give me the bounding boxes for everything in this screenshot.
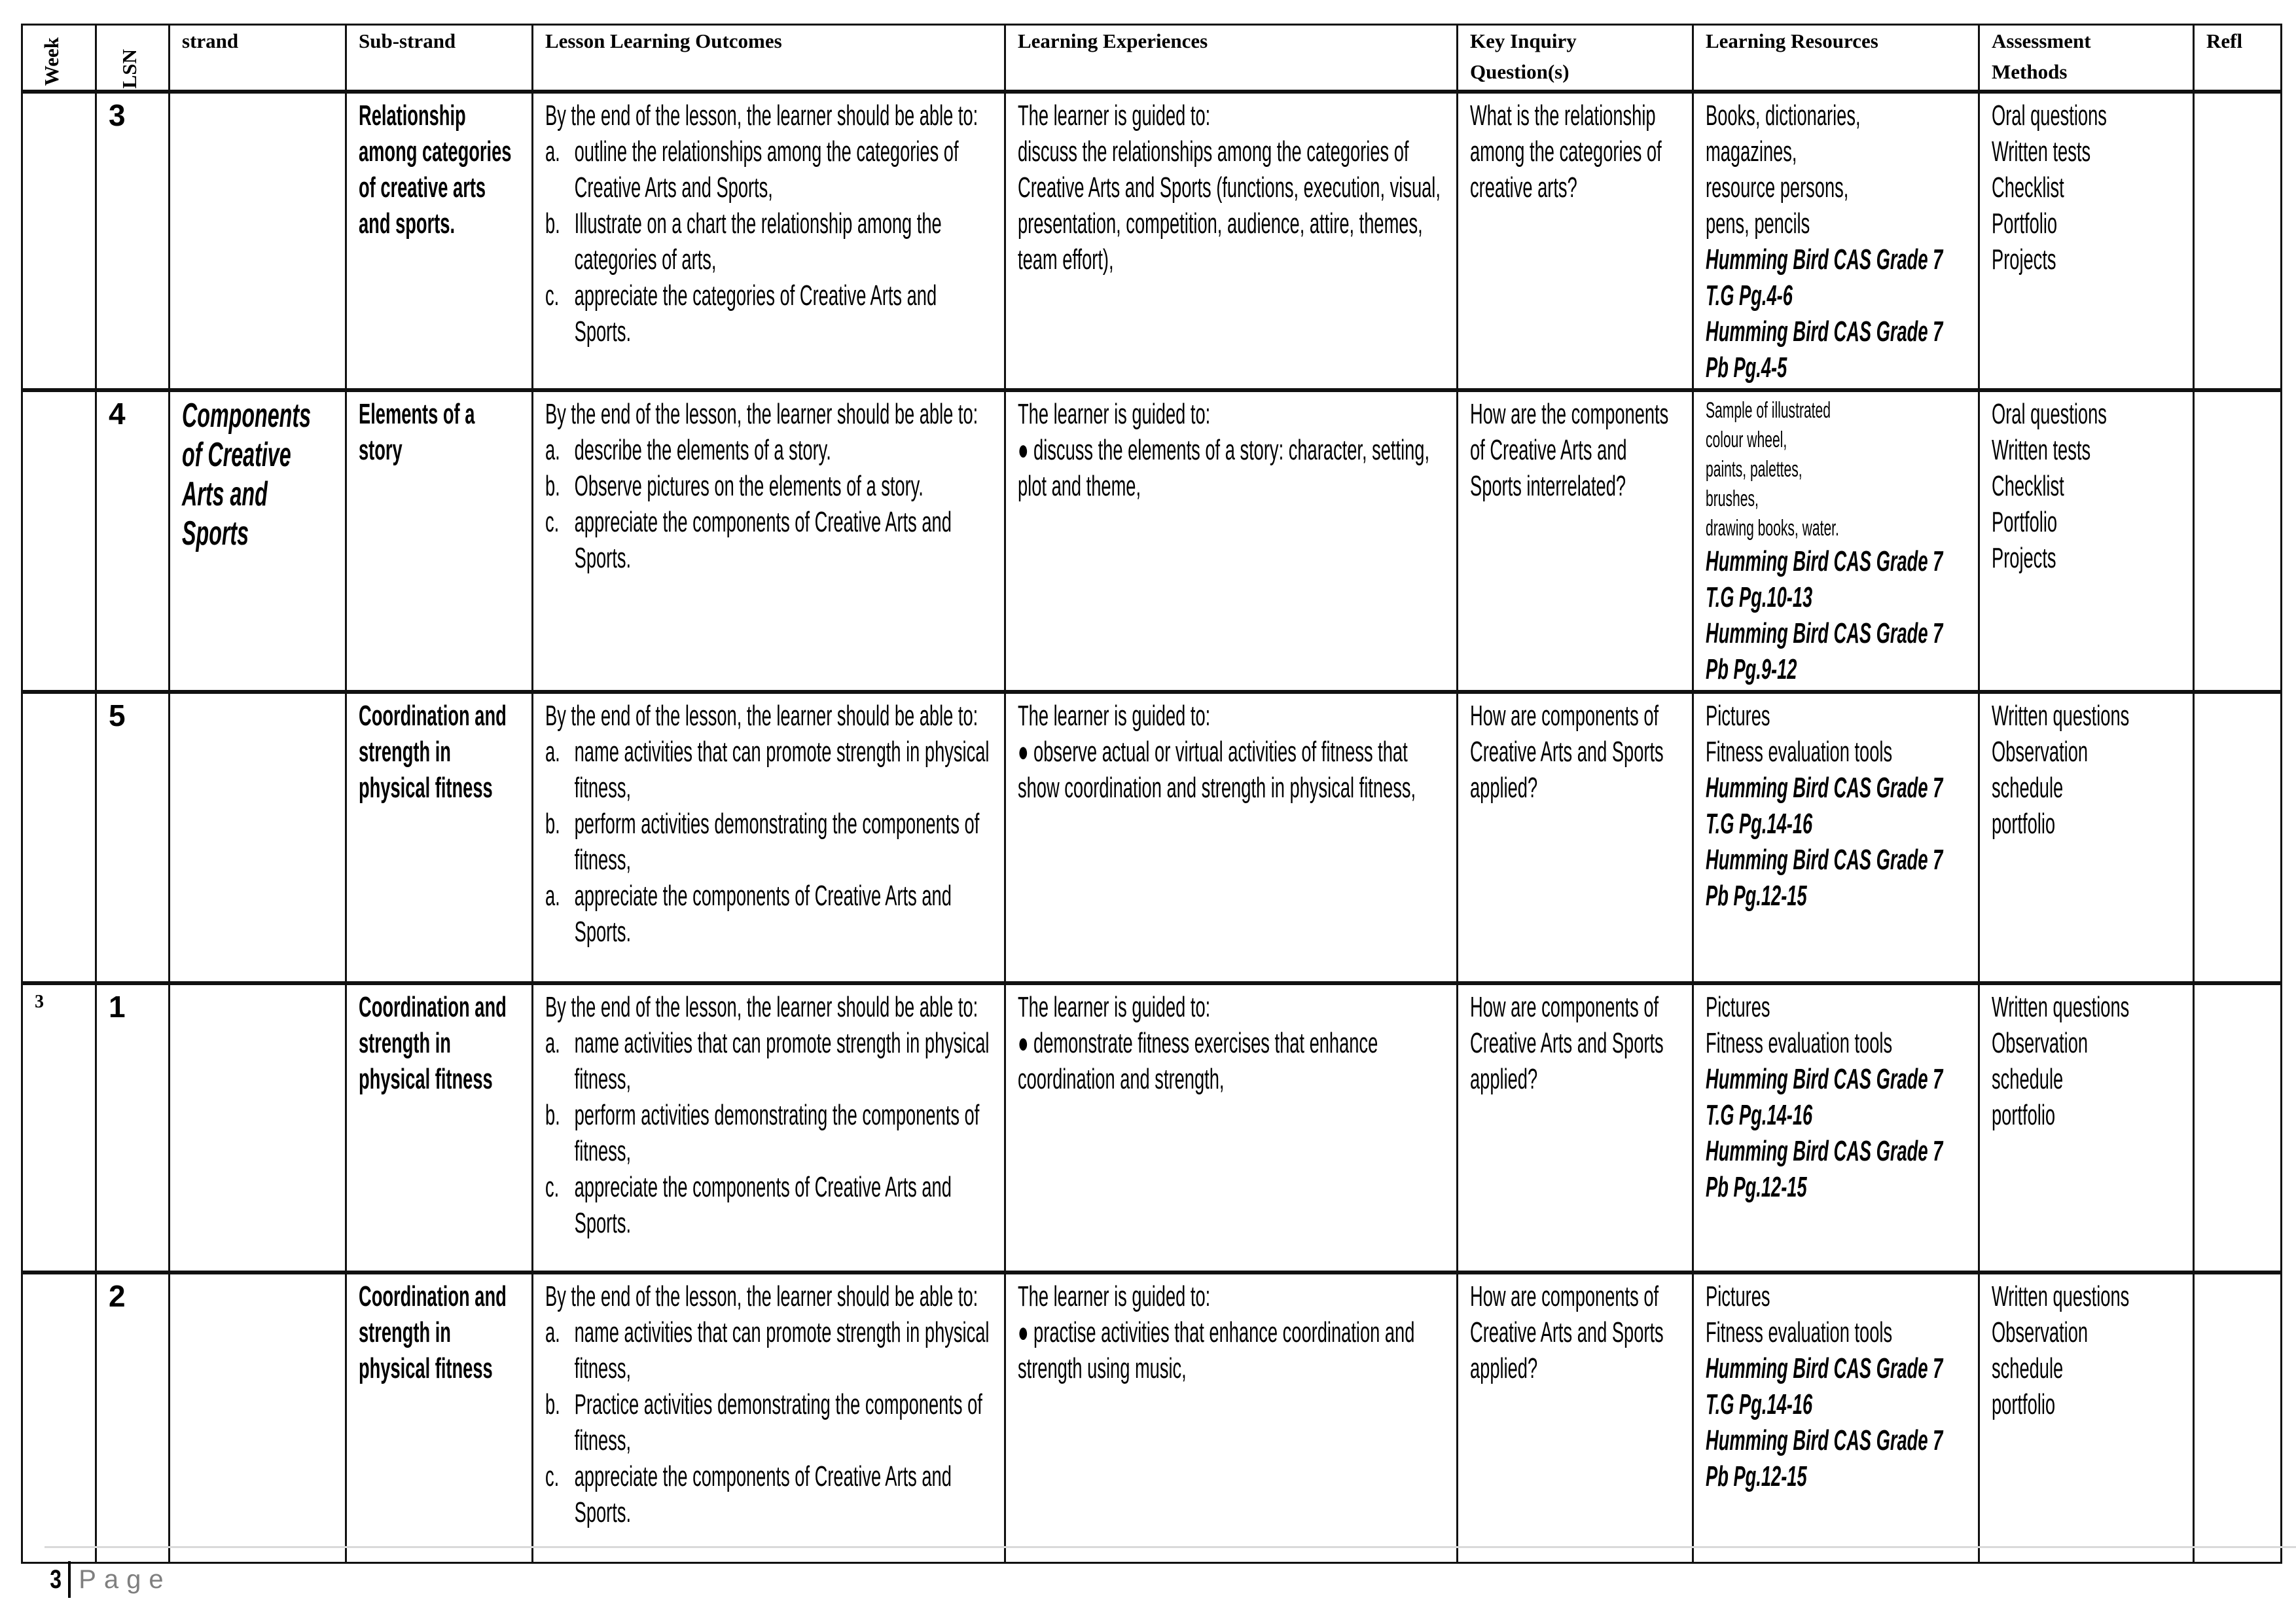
experiences-intro: The learner is guided to: [1018, 991, 1211, 1023]
key-inquiry-cell: How are the components of Creative Arts and Sports interrelated? [1458, 390, 1693, 692]
strand-cell [170, 1272, 346, 1562]
outcome-text: appreciate the components of Creative Arts and Sports. [574, 880, 952, 948]
table-row [22, 1272, 2282, 1562]
outcomes-cell [533, 92, 1005, 390]
assessment-cell [1979, 92, 2194, 390]
table-row [22, 983, 2282, 1272]
outcome-marker: a. [545, 1027, 560, 1059]
resource-item: Fitness evaluation tools [1706, 1316, 1893, 1348]
resource-item: pens, pencils [1706, 208, 1810, 240]
outcome-text: name activities that can promote strength in physical fitness, [574, 1027, 990, 1095]
outcome-marker: c. [545, 280, 560, 312]
experiences-cell [1005, 92, 1458, 390]
outcome-item [545, 734, 992, 806]
assessment-item: schedule [1992, 772, 2064, 804]
experiences-text: ● practise activities that enhance coordination and strength using music, [1018, 1316, 1415, 1384]
assessment-item: Written tests [1992, 434, 2091, 466]
outcome-item [545, 1025, 992, 1097]
resources-cell [1693, 983, 1979, 1272]
assessment-item: Written questions [1992, 1280, 2130, 1312]
outcome-item [545, 278, 992, 350]
assessment-item: Oral questions [1992, 398, 2107, 430]
outcome-text: appreciate the components of Creative Arts and Sports. [574, 1460, 952, 1528]
resources-list [1706, 396, 1965, 687]
key-inquiry-cell: How are components of Creative Arts and Sports applied? [1458, 692, 1693, 983]
assessment-item: Checklist [1992, 171, 2064, 204]
resources-list [1706, 989, 1965, 1205]
textbook-reference: Humming Bird CAS Grade 7 Pb Pg.9-12 [1706, 617, 1943, 685]
outcome-marker: b. [545, 208, 560, 240]
resources-cell [1693, 390, 1979, 692]
outcome-text: appreciate the categories of Creative Arts and Sports. [574, 280, 937, 348]
header-assessment: Assessment Methods [1979, 25, 2194, 92]
table-row [22, 390, 2282, 692]
outcomes-cell [533, 983, 1005, 1272]
assessment-item: Observation [1992, 1316, 2089, 1348]
header-experiences: Learning Experiences [1005, 25, 1458, 92]
resources-list [1706, 698, 1965, 914]
outcomes-list [545, 1025, 992, 1241]
sub-strand-cell: Relationship among categories of creative arts and sports. [346, 92, 533, 390]
outcomes-intro: By the end of the lesson, the learner should be able to: [545, 991, 978, 1023]
header-lsn: LSN [96, 25, 170, 92]
resources-list [1706, 98, 1965, 386]
outcome-text: perform activities demonstrating the components of fitness, [574, 808, 980, 876]
experiences-cell [1005, 983, 1458, 1272]
scheme-of-work-table [21, 24, 2282, 1564]
strand-cell [170, 92, 346, 390]
resource-item: brushes, [1706, 486, 1759, 511]
experiences-cell [1005, 1272, 1458, 1562]
experiences-intro: The learner is guided to: [1018, 1280, 1211, 1312]
outcomes-cell [533, 692, 1005, 983]
outcome-item [545, 206, 992, 278]
header-sub-strand: Sub-strand [346, 25, 533, 92]
lsn-cell: 3 [96, 92, 170, 390]
outcome-marker: b. [545, 1099, 560, 1131]
key-inquiry-cell: How are components of Creative Arts and Sports applied? [1458, 1272, 1693, 1562]
outcome-marker: b. [545, 470, 560, 502]
strand-cell [170, 983, 346, 1272]
reflection-cell [2194, 692, 2282, 983]
outcome-item [545, 1386, 992, 1458]
outcome-item [545, 134, 992, 206]
outcome-item [545, 1314, 992, 1386]
sub-strand-cell: Elements of a story [346, 390, 533, 692]
assessment-item: Checklist [1992, 470, 2064, 502]
assessment-list [1992, 396, 2180, 576]
key-inquiry-cell: What is the relationship among the categories of creative arts? [1458, 92, 1693, 390]
assessment-item: Projects [1992, 244, 2056, 276]
outcomes-cell [533, 1272, 1005, 1562]
week-cell [22, 692, 96, 983]
outcome-marker: a. [545, 736, 560, 768]
outcomes-intro: By the end of the lesson, the learner should be able to: [545, 700, 978, 732]
resources-list [1706, 1278, 1965, 1494]
textbook-reference: Humming Bird CAS Grade 7 T.G Pg.4-6 [1706, 244, 1943, 312]
outcome-item [545, 468, 992, 504]
page-label: Page [79, 1564, 171, 1594]
textbook-reference: Humming Bird CAS Grade 7 Pb Pg.12-15 [1706, 1135, 1943, 1203]
sub-strand-cell: Coordination and strength in physical fitness [346, 983, 533, 1272]
footer-separator [68, 1561, 71, 1598]
assessment-list [1992, 98, 2180, 278]
outcome-marker: b. [545, 1388, 560, 1420]
textbook-reference: Humming Bird CAS Grade 7 Pb Pg.12-15 [1706, 844, 1943, 912]
outcome-marker: b. [545, 808, 560, 840]
strand-cell [170, 692, 346, 983]
lsn-cell: 5 [96, 692, 170, 983]
experiences-text: ● observe actual or virtual activities of fitness that show coordination and strength in physical fitness, [1018, 736, 1416, 804]
week-cell: 3 [22, 983, 96, 1272]
experiences-text: ● demonstrate fitness exercises that enhance coordination and strength, [1018, 1027, 1378, 1095]
outcome-text: Illustrate on a chart the relationship among the categories of arts, [574, 208, 942, 276]
assessment-list [1992, 989, 2180, 1133]
textbook-reference: Humming Bird CAS Grade 7 T.G Pg.10-13 [1706, 545, 1943, 613]
header-reflection: Refl [2194, 25, 2282, 92]
outcome-marker: c. [545, 506, 560, 538]
outcome-text: describe the elements of a story. [574, 434, 831, 466]
outcome-item [545, 432, 992, 468]
resources-cell [1693, 1272, 1979, 1562]
assessment-cell [1979, 390, 2194, 692]
resource-item: drawing books, water. [1706, 516, 1839, 541]
outcome-marker: a. [545, 135, 560, 168]
experiences-cell [1005, 390, 1458, 692]
assessment-item: Portfolio [1992, 208, 2058, 240]
scheme-of-work-page [21, 24, 2280, 1564]
assessment-item: Oral questions [1992, 99, 2107, 132]
experiences-intro: The learner is guided to: [1018, 398, 1211, 430]
key-inquiry-cell: How are components of Creative Arts and Sports applied? [1458, 983, 1693, 1272]
assessment-item: Written questions [1992, 700, 2130, 732]
sub-strand-cell: Coordination and strength in physical fitness [346, 1272, 533, 1562]
lsn-cell: 2 [96, 1272, 170, 1562]
header-resources: Learning Resources [1693, 25, 1979, 92]
reflection-cell [2194, 390, 2282, 692]
outcomes-intro: By the end of the lesson, the learner should be able to: [545, 398, 978, 430]
assessment-item: Written tests [1992, 135, 2091, 168]
resources-cell [1693, 92, 1979, 390]
outcome-text: name activities that can promote strength in physical fitness, [574, 1316, 990, 1384]
header-outcomes: Lesson Learning Outcomes [533, 25, 1005, 92]
reflection-cell [2194, 1272, 2282, 1562]
outcome-text: name activities that can promote strength in physical fitness, [574, 736, 990, 804]
resource-item: Pictures [1706, 700, 1770, 732]
assessment-cell [1979, 692, 2194, 983]
outcome-marker: a. [545, 434, 560, 466]
experiences-text: discuss the relationships among the categories of Creative Arts and Sports (functions, execution, visual, presentation, competition, audience, attire, themes, team effort), [1018, 135, 1441, 276]
table-row [22, 692, 2282, 983]
resource-item: Books, dictionaries, [1706, 99, 1861, 132]
lsn-cell: 1 [96, 983, 170, 1272]
resource-item: Pictures [1706, 1280, 1770, 1312]
week-cell [22, 1272, 96, 1562]
outcome-marker: a. [545, 1316, 560, 1348]
assessment-item: portfolio [1992, 1388, 2056, 1420]
lsn-cell: 4 [96, 390, 170, 692]
assessment-item: Written questions [1992, 991, 2130, 1023]
assessment-cell [1979, 983, 2194, 1272]
outcome-text: Practice activities demonstrating the components of fitness, [574, 1388, 982, 1456]
outcome-item [545, 1169, 992, 1241]
resources-cell [1693, 692, 1979, 983]
outcome-text: perform activities demonstrating the components of fitness, [574, 1099, 980, 1167]
assessment-item: Observation [1992, 1027, 2089, 1059]
week-cell [22, 390, 96, 692]
header-key-inquiry: Key Inquiry Question(s) [1458, 25, 1693, 92]
assessment-item: portfolio [1992, 1099, 2056, 1131]
outcome-text: appreciate the components of Creative Arts and Sports. [574, 1171, 952, 1239]
resource-item: Fitness evaluation tools [1706, 1027, 1893, 1059]
outcomes-list [545, 134, 992, 350]
table-row [22, 92, 2282, 390]
week-cell [22, 92, 96, 390]
assessment-list [1992, 698, 2180, 842]
strand-cell: Components of Creative Arts and Sports [170, 390, 346, 692]
outcome-text: outline the relationships among the categories of Creative Arts and Sports, [574, 135, 959, 204]
outcome-item [545, 504, 992, 576]
outcome-item [545, 806, 992, 878]
footer-divider [45, 1546, 2296, 1548]
sub-strand-cell: Coordination and strength in physical fitness [346, 692, 533, 983]
outcome-item [545, 1458, 992, 1530]
outcome-item [545, 1097, 992, 1169]
resource-item: Pictures [1706, 991, 1770, 1023]
assessment-item: schedule [1992, 1063, 2064, 1095]
assessment-item: Portfolio [1992, 506, 2058, 538]
textbook-reference: Humming Bird CAS Grade 7 Pb Pg.12-15 [1706, 1424, 1943, 1492]
experiences-cell [1005, 692, 1458, 983]
page-footer [48, 1561, 171, 1598]
resource-item: magazines, [1706, 135, 1797, 168]
textbook-reference: Humming Bird CAS Grade 7 T.G Pg.14-16 [1706, 1352, 1943, 1420]
table-header-row [22, 25, 2282, 92]
page-number: 3 [50, 1564, 62, 1594]
outcomes-list [545, 734, 992, 950]
resource-item: Fitness evaluation tools [1706, 736, 1893, 768]
header-strand: strand [170, 25, 346, 92]
experiences-text: ● discuss the elements of a story: character, setting, plot and theme, [1018, 434, 1430, 502]
assessment-item: schedule [1992, 1352, 2064, 1384]
outcomes-intro: By the end of the lesson, the learner should be able to: [545, 99, 978, 132]
outcome-text: Observe pictures on the elements of a story. [574, 470, 924, 502]
assessment-item: portfolio [1992, 808, 2056, 840]
resource-item: colour wheel, [1706, 427, 1787, 452]
outcome-text: appreciate the components of Creative Arts and Sports. [574, 506, 952, 574]
assessment-item: Observation [1992, 736, 2089, 768]
experiences-intro: The learner is guided to: [1018, 99, 1211, 132]
reflection-cell [2194, 983, 2282, 1272]
resource-item: resource persons, [1706, 171, 1849, 204]
assessment-cell [1979, 1272, 2194, 1562]
outcome-item [545, 878, 992, 950]
textbook-reference: Humming Bird CAS Grade 7 Pb Pg.4-5 [1706, 316, 1943, 384]
outcome-marker: c. [545, 1171, 560, 1203]
textbook-reference: Humming Bird CAS Grade 7 T.G Pg.14-16 [1706, 772, 1943, 840]
experiences-intro: The learner is guided to: [1018, 700, 1211, 732]
resource-item: Sample of illustrated [1706, 398, 1831, 423]
assessment-list [1992, 1278, 2180, 1422]
resource-item: paints, palettes, [1706, 457, 1803, 482]
outcome-marker: c. [545, 1460, 560, 1492]
outcomes-list [545, 1314, 992, 1530]
outcomes-intro: By the end of the lesson, the learner should be able to: [545, 1280, 978, 1312]
outcomes-list [545, 432, 992, 576]
textbook-reference: Humming Bird CAS Grade 7 T.G Pg.14-16 [1706, 1063, 1943, 1131]
assessment-item: Projects [1992, 542, 2056, 574]
header-week: Week [22, 25, 96, 92]
outcomes-cell [533, 390, 1005, 692]
reflection-cell [2194, 92, 2282, 390]
outcome-marker: a. [545, 880, 560, 912]
